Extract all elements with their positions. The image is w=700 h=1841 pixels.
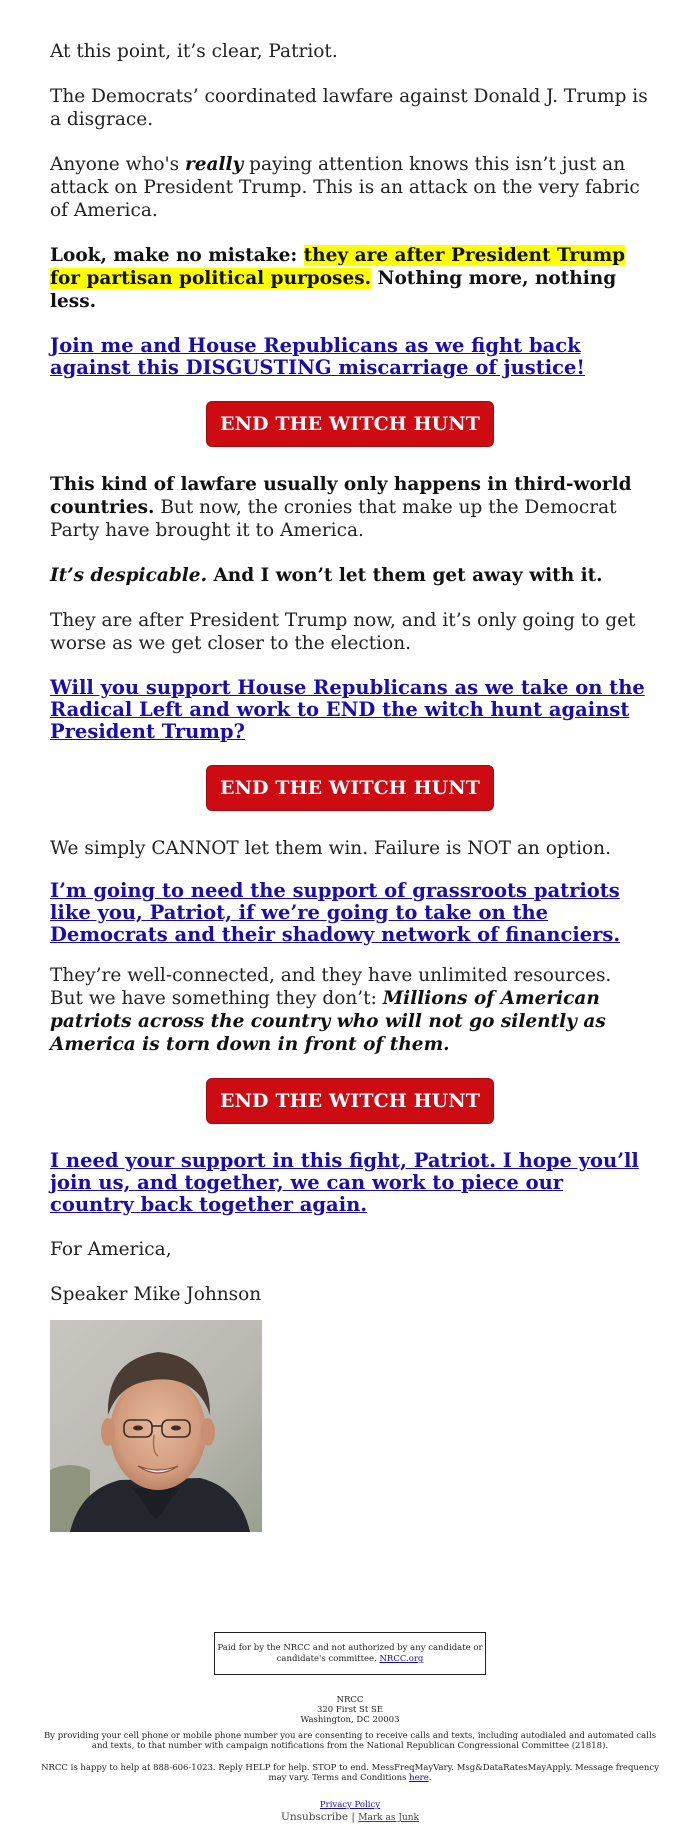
donate-link-3[interactable]: I’m going to need the support of grassroots patriots like you, Patriot, if we’re going to take on the Democrats and their shadowy network of financiers. — [50, 879, 621, 946]
privacy-row — [40, 1800, 660, 1810]
help-notice: NRCC is happy to help at 888-606-1023. Reply HELP for help. STOP to end. MessFreqMayVary. Msg&DataRatesMayApply. Message frequency may vary. Terms and Conditions here. — [41, 1763, 659, 1783]
paragraph-6: It’s despicable. And I won’t let them get away with it. — [50, 565, 603, 586]
donate-link-1[interactable]: Join me and House Republicans as we fight back against this DISGUSTING miscarriage of justice! — [50, 334, 585, 379]
address-line-2: Washington, DC 20003 — [300, 1715, 400, 1725]
paragraph-7: They are after President Trump now, and it’s only going to get worse as we get closer to the election. — [50, 610, 636, 654]
paragraph-2: The Democrats’ coordinated lawfare against Donald J. Trump is a disgrace. — [50, 86, 648, 130]
signoff: For America, — [50, 1239, 172, 1260]
paragraph-8: We simply CANNOT let them win. Failure is NOT an option. — [50, 838, 611, 859]
paid-for-disclaimer: Paid for by the NRCC and not authorized by any candidate or candidate's committee. NRCC.org — [214, 1632, 486, 1675]
speaker-portrait-photo — [50, 1320, 262, 1532]
highlighted-text: they are after President Trump for partisan political purposes. — [50, 245, 626, 289]
address-line-1: 320 First St SE — [316, 1705, 384, 1715]
end-witch-hunt-button-2[interactable]: END THE WITCH HUNT — [206, 765, 494, 811]
org-name: NRCC — [336, 1695, 364, 1705]
email-body — [50, 40, 650, 1532]
terms-link[interactable]: here — [409, 1773, 429, 1783]
footer-address — [40, 1695, 660, 1725]
nrcc-org-link[interactable]: NRCC.org — [379, 1654, 424, 1664]
donate-link-4[interactable]: I need your support in this fight, Patriot. I hope you’ll join us, and together, we can work to piece our country back together again. — [50, 1149, 639, 1216]
paragraph-9: They’re well-connected, and they have unlimited resources. But we have something they don’t: Millions of American patriots across the country who will not go silently as America is torn down in front of them. — [50, 965, 612, 1055]
paragraph-4: Look, make no mistake: they are after President Trump for partisan political purposes. Nothing more, nothing less. — [50, 245, 626, 312]
consent-notice: By providing your cell phone or mobile phone number you are consenting to receive calls and texts, including autodialed and automated calls and texts, to that number with campaign notifications from the National Republican Congressional Committee (21818). — [43, 1731, 657, 1751]
mark-as-junk-link[interactable]: Mark as Junk — [358, 1813, 419, 1823]
end-witch-hunt-button-1[interactable]: END THE WITCH HUNT — [206, 401, 494, 447]
signature: Speaker Mike Johnson — [50, 1284, 262, 1305]
privacy-policy-link[interactable]: Privacy Policy — [319, 1800, 381, 1810]
paragraph-1: At this point, it’s clear, Patriot. — [50, 41, 338, 62]
unsubscribe-row — [40, 1811, 660, 1824]
unsubscribe-link[interactable]: Unsubscribe — [280, 1811, 349, 1823]
donate-link-2[interactable]: Will you support House Republicans as we take on the Radical Left and work to END the witch hunt against President Trump? — [50, 676, 645, 743]
paragraph-3: Anyone who's really paying attention knows this isn’t just an attack on President Trump. This is an attack on the very fabric of America. — [50, 154, 640, 221]
separator: | — [351, 1811, 355, 1823]
paragraph-5: This kind of lawfare usually only happens in third-world countries. But now, the cronies that make up the Democrat Party have brought it to America. — [50, 474, 632, 541]
end-witch-hunt-button-3[interactable]: END THE WITCH HUNT — [206, 1078, 494, 1124]
